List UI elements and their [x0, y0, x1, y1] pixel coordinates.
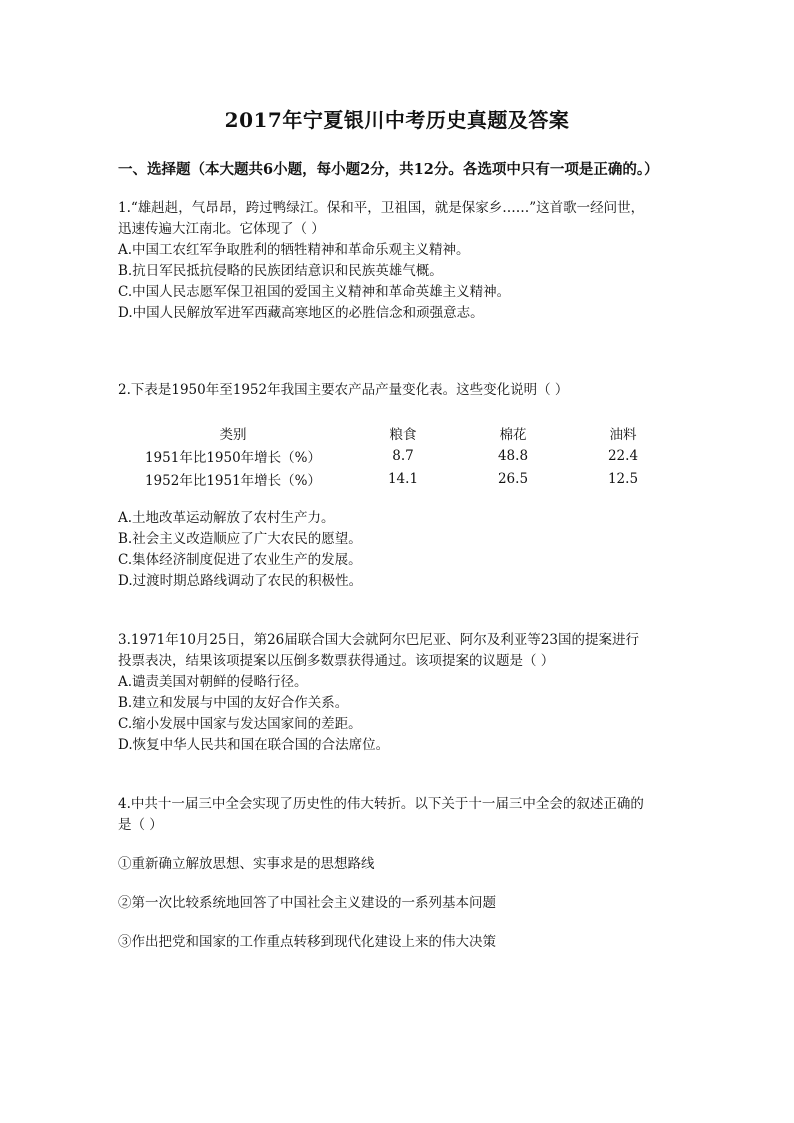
table-cell: 22.4 — [607, 447, 639, 464]
table-row — [118, 467, 678, 490]
table-header-cell: 棉花 — [499, 426, 527, 443]
question-1 — [118, 198, 678, 324]
option-d: D.中国人民解放军进军西藏高寒地区的必胜信念和顽强意志。 — [118, 305, 484, 321]
question-stem-line: 1.“雄赳赳，气昂昂，跨过鸭绿江。保和平，卫祖国，就是保家乡……”这首歌一经问世， — [118, 200, 645, 216]
table-cell: 14.1 — [387, 470, 419, 487]
table-header-cell: 油料 — [609, 426, 637, 443]
question-stem-line: 是（ ） — [118, 817, 163, 833]
question-stem-line: 迅速传遍大江南北。它体现了（ ） — [118, 221, 325, 237]
section-heading: 一、选择题（本大题共6小题，每小题2分，共12分。各选项中只有一项是正确的。） — [118, 161, 659, 178]
question-4-item-1 — [118, 854, 678, 875]
statement-item: ①重新确立解放思想、实事求是的思想路线 — [118, 856, 375, 872]
table-cell: 1952年比1951年增长（%） — [144, 472, 322, 489]
option-d: D.过渡时期总路线调动了农民的积极性。 — [118, 573, 363, 589]
table-cell: 12.5 — [607, 470, 639, 487]
option-b: B.社会主义改造顺应了广大农民的愿望。 — [118, 531, 362, 547]
table-header-cell: 类别 — [219, 426, 247, 443]
table-header-cell: 粮食 — [389, 426, 417, 443]
question-4-item-3 — [118, 932, 678, 953]
document-title: 2017年宁夏银川中考历史真题及答案 — [224, 108, 570, 132]
table-cell: 8.7 — [392, 447, 414, 464]
option-a: A.中国工农红军争取胜利的牺牲精神和革命乐观主义精神。 — [118, 242, 470, 258]
option-c: C.集体经济制度促进了农业生产的发展。 — [118, 552, 362, 568]
question-2-options — [118, 508, 678, 592]
option-c: C.缩小发展中国家与发达国家间的差距。 — [118, 716, 362, 732]
statement-item: ③作出把党和国家的工作重点转移到现代化建设上来的伟大决策 — [118, 934, 496, 950]
question-stem-line: 3.1971年10月25日，第26届联合国大会就阿尔巴尼亚、阿尔及利亚等23国的提案进行 — [118, 632, 639, 648]
option-b: B.建立和发展与中国的友好合作关系。 — [118, 695, 349, 711]
option-d: D.恢复中华人民共和国在联合国的合法席位。 — [118, 737, 390, 753]
table-header-row — [118, 421, 678, 444]
question-stem-line: 4.中共十一届三中全会实现了历史性的伟大转折。以下关于十一届三中全会的叙述正确的 — [118, 796, 644, 812]
production-table — [118, 421, 678, 490]
table-cell: 26.5 — [497, 470, 529, 487]
question-4-item-2 — [118, 893, 678, 914]
question-3 — [118, 630, 678, 756]
option-a: A.谴责美国对朝鲜的侵略行径。 — [118, 674, 308, 690]
table-cell: 1951年比1950年增长（%） — [144, 449, 322, 466]
question-stem-line: 投票表决，结果该项提案以压倒多数票获得通过。该项提案的议题是（ ） — [118, 653, 555, 669]
option-b: B.抗日军民抵抗侵略的民族团结意识和民族英雄气概。 — [118, 263, 443, 279]
question-2-stem — [118, 380, 678, 401]
table-row — [118, 444, 678, 467]
option-c: C.中国人民志愿军保卫祖国的爱国主义精神和革命英雄主义精神。 — [118, 284, 511, 300]
question-stem-line: 2.下表是1950年至1952年我国主要农产品产量变化表。这些变化说明（ ） — [118, 382, 569, 398]
table-cell: 48.8 — [497, 447, 529, 464]
statement-item: ②第一次比较系统地回答了中国社会主义建设的一系列基本问题 — [118, 895, 496, 911]
question-4 — [118, 794, 678, 836]
option-a: A.土地改革运动解放了农村生产力。 — [118, 510, 335, 526]
